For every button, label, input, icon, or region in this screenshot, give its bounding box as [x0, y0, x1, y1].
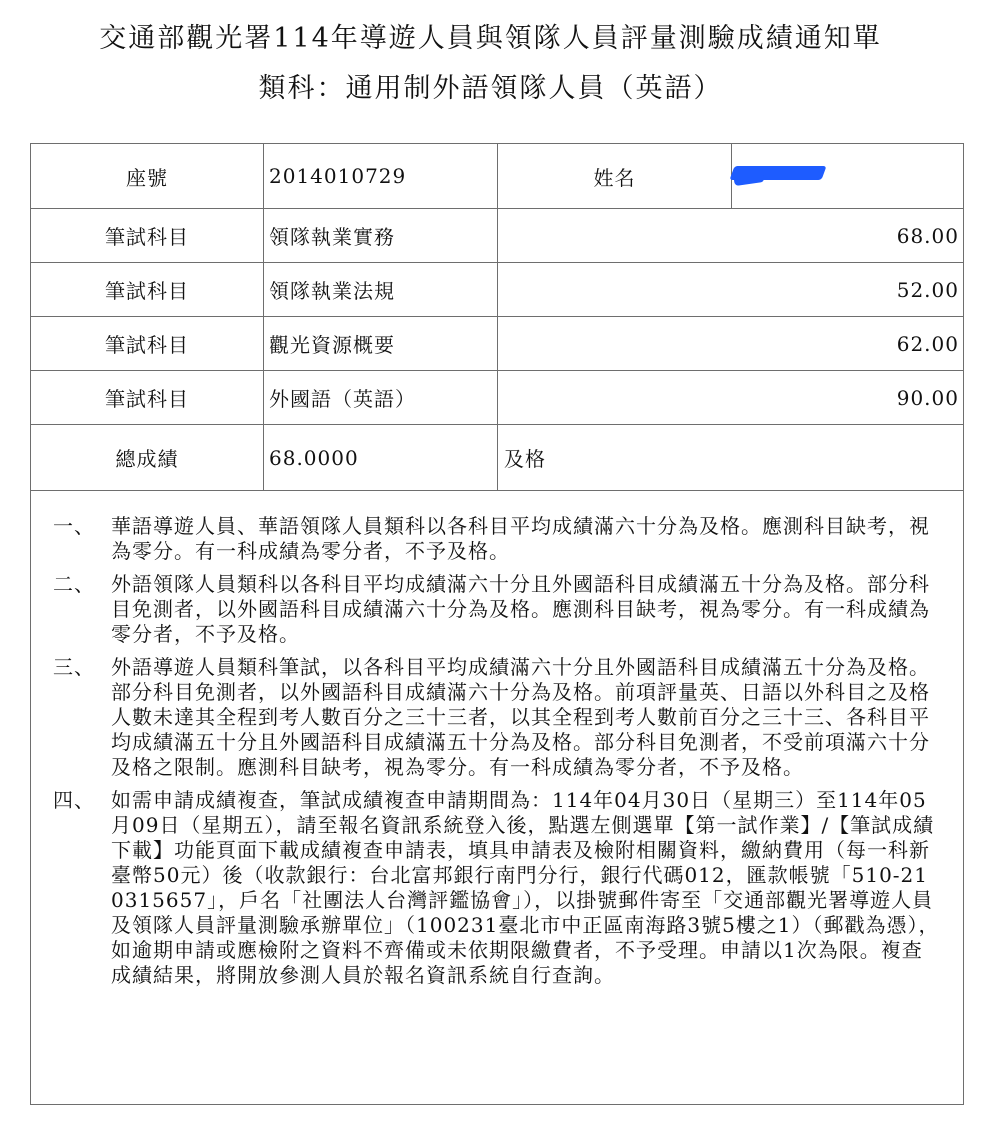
seat-number: 2014010729: [264, 144, 498, 208]
subject-score: 68.00: [896, 223, 959, 248]
note-number: 一、: [53, 514, 95, 538]
score-notice-form: [30, 143, 964, 1105]
notice-title: 交通部觀光署114年導遊人員與領隊人員評量測驗成績通知單: [99, 23, 882, 54]
subject-score: 90.00: [896, 385, 959, 410]
name-label: 姓名: [498, 144, 732, 208]
subject-row: [31, 263, 963, 317]
note-number: 四、: [53, 788, 95, 812]
notes-section: [53, 514, 953, 996]
name-value-redacted: [732, 144, 963, 208]
note-text: 如需申請成績複查，筆試成績複查申請期間為：114年04月30日（星期三）至114年05月09日（星期五），請至報名資訊系統登入後，點選左側選單【第一試作業】/【筆試成績下載】功能頁面下載成績複查申請表，填具申請表及檢附相關資料，繳納費用（每一科新臺幣50元）後（收款銀行：台北富邦銀行南門分行，銀行代碼012，匯款帳號「510-210315657」，戶名「社團法人台灣評鑑協會」），以掛號郵件寄至「交通部觀光署導遊人員及領隊人員評量測驗承辦單位」（100231臺北市中正區南海路3號5樓之1）（郵戳為憑），如逾期申請或應檢附之資料不齊備或未依期限繳費者，不予受理。申請以1次為限。複查成績結果，將開放參測人員於報名資訊系統自行查詢。: [111, 788, 940, 987]
pass-result: 及格: [504, 447, 546, 471]
note-text: 華語導遊人員、華語領隊人員類科以各科目平均成績滿六十分為及格。應測科目缺考，視為零分。有一科成績為零分者，不予及格。: [111, 514, 930, 563]
subject-row: [31, 317, 963, 371]
subject-label: 筆試科目: [31, 371, 264, 424]
subject-row: [31, 209, 963, 263]
subject-label: 筆試科目: [31, 263, 264, 316]
total-row: [31, 425, 963, 491]
note-text: 外語領隊人員類科以各科目平均成績滿六十分且外國語科目成績滿五十分為及格。部分科目免測者，以外國語科目成績滿六十分為及格。應測科目缺考，視為零分。有一科成績為零分者，不予及格。: [111, 572, 930, 646]
note-item: [53, 514, 953, 564]
subject-label: 筆試科目: [31, 317, 264, 370]
total-label: 總成績: [31, 425, 264, 490]
note-number: 三、: [53, 655, 95, 679]
note-number: 二、: [53, 572, 95, 596]
note-item: [53, 655, 953, 780]
note-item: [53, 788, 953, 988]
total-score: 68.0000: [264, 425, 498, 490]
subject-name: 觀光資源概要: [264, 317, 498, 370]
subject-row: [31, 371, 963, 425]
seat-row: [31, 144, 963, 209]
category-subtitle: 類科：通用制外語領隊人員（英語）: [258, 73, 723, 104]
subject-score: 62.00: [896, 331, 959, 356]
note-item: [53, 572, 953, 647]
seat-label: 座號: [31, 144, 264, 208]
subject-name: 領隊執業實務: [264, 209, 498, 262]
subject-name: 領隊執業法規: [264, 263, 498, 316]
subject-name: 外國語（英語）: [264, 371, 498, 424]
note-text: 外語導遊人員類科筆試，以各科目平均成績滿六十分且外國語科目成績滿五十分為及格。部分科目免測者，以外國語科目成績滿六十分為及格。前項評量英、日語以外科目之及格人數未達其全程到考人數百分之三十三者，以其全程到考人數前百分之三十三、各科目平均成績滿五十分且外國語科目成績滿五十分為及格。部分科目免測者，不受前項滿六十分及格之限制。應測科目缺考，視為零分。有一科成績為零分者，不予及格。: [111, 655, 930, 779]
subject-score: 52.00: [896, 277, 959, 302]
subject-label: 筆試科目: [31, 209, 264, 262]
